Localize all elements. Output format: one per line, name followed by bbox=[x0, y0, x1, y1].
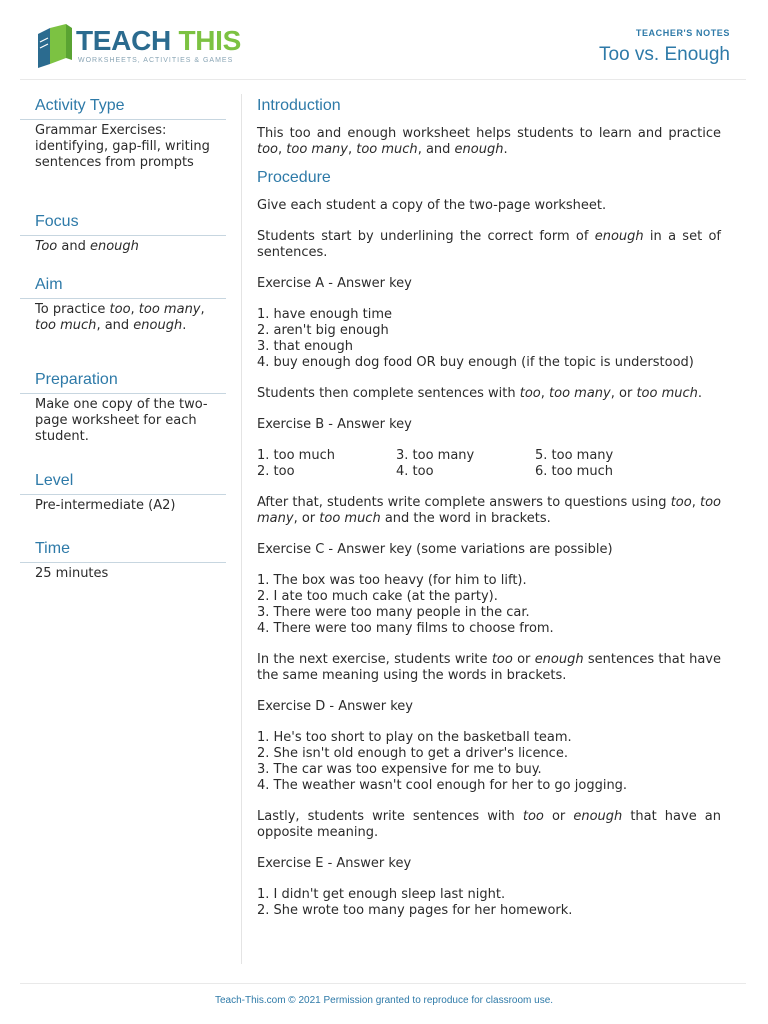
exercise-d-title: Exercise D - Answer key bbox=[257, 699, 413, 714]
intro-term: too bbox=[257, 142, 279, 157]
exercise-e-answers bbox=[257, 887, 721, 919]
paragraph-text: and the word in brackets. bbox=[380, 511, 551, 526]
section-activity-type bbox=[20, 94, 226, 210]
section-heading: Level bbox=[20, 469, 226, 495]
book-icon bbox=[36, 24, 74, 68]
answer-item: 1. I didn't get enough sleep last night. bbox=[257, 887, 506, 902]
procedure-heading: Procedure bbox=[257, 169, 331, 186]
procedure-paragraph bbox=[257, 495, 721, 527]
answer-item: 4. buy enough dog food OR buy enough (if the topic is understood) bbox=[257, 355, 694, 370]
main-content bbox=[257, 94, 721, 919]
answer-item: 2. She wrote too many pages for her homework. bbox=[257, 903, 573, 918]
procedure-paragraph bbox=[257, 229, 721, 261]
answer-item: 1. too much bbox=[257, 448, 335, 463]
paragraph-text: , bbox=[691, 495, 700, 510]
intro-term: too many bbox=[286, 142, 348, 157]
procedure-paragraph bbox=[257, 809, 721, 841]
section-time bbox=[20, 537, 226, 582]
aim-term: too bbox=[109, 302, 131, 317]
answer-column bbox=[257, 448, 396, 480]
procedure-paragraph bbox=[257, 652, 721, 684]
focus-conjunction: and bbox=[57, 239, 90, 254]
introduction-heading: Introduction bbox=[257, 97, 341, 114]
section-aim bbox=[20, 273, 226, 368]
section-heading: Activity Type bbox=[20, 94, 226, 120]
paragraph-term: too bbox=[670, 495, 692, 510]
answer-item: 2. aren't big enough bbox=[257, 323, 389, 338]
aim-term: enough bbox=[133, 318, 183, 333]
page-header bbox=[20, 0, 746, 80]
sidebar bbox=[20, 94, 226, 582]
footer-divider bbox=[20, 983, 746, 984]
paragraph-term: enough bbox=[573, 809, 623, 824]
brand-wordmark bbox=[76, 25, 241, 57]
answer-item: 1. The box was too heavy (for him to lift). bbox=[257, 573, 527, 588]
paragraph-text: After that, students write complete answers to questions using bbox=[257, 495, 671, 510]
aim-separator: , bbox=[130, 302, 139, 317]
paragraph-text: . bbox=[697, 386, 703, 401]
aim-term: too much bbox=[35, 318, 97, 333]
section-level bbox=[20, 469, 226, 537]
intro-text: . bbox=[503, 142, 508, 157]
answer-column bbox=[535, 448, 674, 480]
intro-text: , and bbox=[417, 142, 455, 157]
answer-item: 4. There were too many films to choose from. bbox=[257, 621, 554, 636]
paragraph-text: Students start by underlining the correct form of bbox=[257, 229, 595, 244]
intro-separator: , bbox=[347, 142, 357, 157]
section-heading: Time bbox=[20, 537, 226, 563]
answer-item: 3. The car was too expensive for me to buy. bbox=[257, 762, 542, 777]
section-body: Grammar Exercises: identifying, gap-fill, writing sentences from prompts bbox=[35, 123, 210, 170]
paragraph-term: too many bbox=[257, 495, 721, 526]
answer-item: 4. too bbox=[396, 464, 434, 479]
exercise-a-answers bbox=[257, 307, 721, 371]
section-heading: Aim bbox=[20, 273, 226, 299]
section-preparation bbox=[20, 368, 226, 469]
paragraph-text: or bbox=[543, 809, 574, 824]
section-heading: Focus bbox=[20, 210, 226, 236]
paragraph-term: too bbox=[519, 386, 541, 401]
section-heading: Preparation bbox=[20, 368, 226, 394]
answer-item: 3. too many bbox=[396, 448, 475, 463]
section-body bbox=[20, 236, 226, 273]
paragraph-text: sentences that have the same meaning using the words in brackets. bbox=[257, 652, 721, 683]
introduction-paragraph bbox=[257, 126, 721, 158]
exercise-e-title: Exercise E - Answer key bbox=[257, 856, 412, 871]
paragraph-term: too bbox=[522, 809, 544, 824]
paragraph-text: , or bbox=[610, 386, 637, 401]
section-body: 25 minutes bbox=[35, 566, 109, 581]
answer-item: 3. that enough bbox=[257, 339, 353, 354]
exercise-c-answers bbox=[257, 573, 721, 637]
exercise-c-title: Exercise C - Answer key (some variations are possible) bbox=[257, 542, 613, 557]
procedure-paragraph bbox=[257, 386, 721, 402]
paragraph-text: , bbox=[540, 386, 550, 401]
answer-item: 2. She isn't old enough to get a driver's licence. bbox=[257, 746, 568, 761]
paragraph-term: too much bbox=[636, 386, 698, 401]
answer-item: 5. too many bbox=[535, 448, 614, 463]
intro-separator: , bbox=[278, 142, 287, 157]
answer-item: 2. I ate too much cake (at the party). bbox=[257, 589, 498, 604]
paragraph-text: In the next exercise, students write bbox=[257, 652, 492, 667]
aim-text: , and bbox=[96, 318, 134, 333]
paragraph-text: Students then complete sentences with bbox=[257, 386, 520, 401]
answer-item: 2. too bbox=[257, 464, 295, 479]
exercise-b-title: Exercise B - Answer key bbox=[257, 417, 412, 432]
intro-term: too much bbox=[356, 142, 418, 157]
section-body bbox=[20, 299, 226, 368]
paragraph-text: in a set of sentences. bbox=[257, 229, 721, 260]
brand-logo bbox=[36, 22, 242, 70]
paragraph-term: too bbox=[491, 652, 513, 667]
section-focus bbox=[20, 210, 226, 273]
focus-term: enough bbox=[89, 239, 139, 254]
document-title: Too vs. Enough bbox=[599, 44, 730, 65]
answer-item: 1. have enough time bbox=[257, 307, 392, 322]
section-body: Pre-intermediate (A2) bbox=[35, 498, 176, 513]
answer-column bbox=[396, 448, 535, 480]
footer-copyright: Teach-This.com © 2021 Permission granted to reproduce for classroom use. bbox=[214, 995, 554, 1006]
focus-term: Too bbox=[35, 239, 58, 254]
brand-tagline: WORKSHEETS, ACTIVITIES & GAMES bbox=[78, 57, 234, 64]
answer-item: 3. There were too many people in the car. bbox=[257, 605, 530, 620]
intro-term: enough bbox=[454, 142, 504, 157]
section-body: Make one copy of the two-page worksheet for each student. bbox=[35, 397, 208, 444]
brand-this: THIS bbox=[178, 25, 242, 56]
answer-item: 4. The weather wasn't cool enough for her to go jogging. bbox=[257, 778, 628, 793]
intro-text: This too and enough worksheet helps students to learn and practice bbox=[257, 126, 721, 141]
paragraph-term: too many bbox=[549, 386, 611, 401]
aim-separator: , bbox=[200, 302, 205, 317]
answer-item: 6. too much bbox=[535, 464, 613, 479]
column-divider bbox=[241, 94, 242, 964]
answer-item: 1. He's too short to play on the basketball team. bbox=[257, 730, 572, 745]
paragraph-text: Lastly, students write sentences with bbox=[257, 809, 523, 824]
exercise-d-answers bbox=[257, 730, 721, 794]
paragraph-text: or bbox=[512, 652, 535, 667]
paragraph-term: enough bbox=[594, 229, 644, 244]
teachers-notes-label: TEACHER'S NOTES bbox=[635, 28, 730, 38]
procedure-paragraph: Give each student a copy of the two-page worksheet. bbox=[257, 198, 607, 213]
paragraph-text: , or bbox=[293, 511, 320, 526]
aim-term: too many bbox=[138, 302, 201, 317]
exercise-b-answers bbox=[257, 448, 721, 480]
paragraph-term: enough bbox=[534, 652, 584, 667]
exercise-a-title: Exercise A - Answer key bbox=[257, 276, 412, 291]
aim-text: To practice bbox=[35, 302, 110, 317]
brand-teach: TEACH bbox=[76, 25, 171, 56]
paragraph-text: that have an opposite meaning. bbox=[257, 809, 721, 840]
aim-text: . bbox=[182, 318, 187, 333]
paragraph-term: too much bbox=[319, 511, 381, 526]
